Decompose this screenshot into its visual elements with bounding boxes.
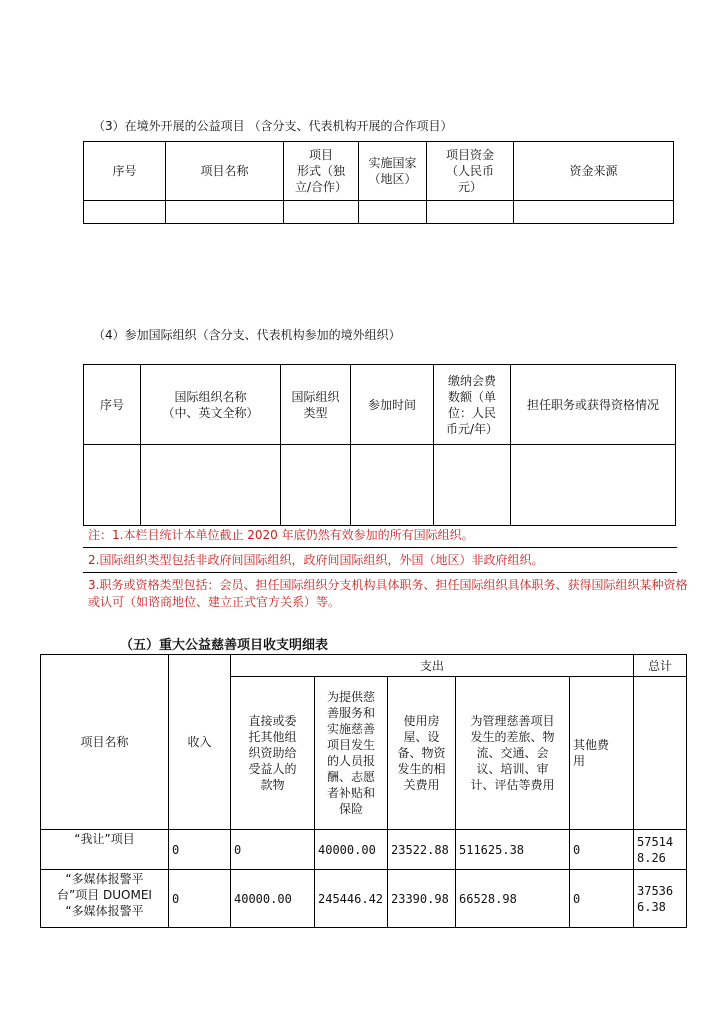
header-management: 为管理慈善项目 发生的差旅、物 流、交通、会 议、培训、审 计、评估等费用 bbox=[456, 677, 570, 830]
header-join-time: 参加时间 bbox=[351, 365, 434, 445]
header-fund-source: 资金来源 bbox=[514, 142, 674, 201]
header-personnel: 为提供慈 善服务和 实施慈善 项目发生 的人员报 酬、志愿 者补贴和 保险 bbox=[315, 677, 388, 830]
header-total: 总计 bbox=[634, 655, 687, 677]
header-expense: 支出 bbox=[231, 655, 634, 677]
header-project-name: 项目名称 bbox=[166, 142, 284, 201]
row-facilities: 23522.88 bbox=[388, 830, 456, 870]
divider bbox=[83, 547, 677, 548]
row-total: 57514 8.26 bbox=[634, 830, 687, 870]
header-fee: 缴纳会费 数额（单 位：人民 币元/年） bbox=[434, 365, 511, 445]
header-project-name: 项目名称 bbox=[41, 655, 169, 830]
section3-title: （3）在境外开展的公益项目 （含分支、代表机构开展的合作项目） bbox=[93, 119, 453, 133]
row-other: 0 bbox=[570, 830, 634, 870]
charity-expense-table bbox=[40, 654, 687, 928]
header-serial: 序号 bbox=[84, 142, 166, 201]
header-org-type: 国际组织 类型 bbox=[281, 365, 351, 445]
header-funds: 项目资金 （人民币 元） bbox=[427, 142, 514, 201]
table-cell bbox=[84, 201, 166, 224]
intl-org-table bbox=[83, 364, 676, 526]
header-country: 实施国家 （地区） bbox=[359, 142, 427, 201]
table-cell bbox=[514, 201, 674, 224]
table-cell bbox=[141, 445, 281, 526]
table-cell bbox=[427, 201, 514, 224]
table-cell bbox=[351, 445, 434, 526]
header-income: 收入 bbox=[169, 655, 231, 830]
section5-title: （五）重大公益慈善项目收支明细表 bbox=[120, 638, 329, 653]
table-cell bbox=[634, 677, 687, 830]
row-management: 66528.98 bbox=[456, 870, 570, 928]
note-3: 3.职务或资格类型包括：会员、担任国际组织分支机构具体职务、担任国际组织具体职务、获得国际组织某种资格或认可（如谘商地位、建立正式官方关系）等。 bbox=[88, 578, 688, 609]
table-cell bbox=[166, 201, 284, 224]
table-cell bbox=[281, 445, 351, 526]
note-1: 注：1.本栏目统计本单位截止 2020 年底仍然有效参加的所有国际组织。 bbox=[88, 528, 474, 542]
table-cell bbox=[84, 445, 141, 526]
header-other: 其他费 用 bbox=[570, 677, 634, 830]
row-direct-aid: 0 bbox=[231, 830, 315, 870]
header-org-name: 国际组织名称 （中、英文全称） bbox=[141, 365, 281, 445]
header-project-form: 项目 形式（独 立/合作） bbox=[284, 142, 359, 201]
table-cell bbox=[511, 445, 676, 526]
note-2: 2.国际组织类型包括非政府间国际组织，政府间国际组织，外国（地区）非政府组织。 bbox=[88, 553, 544, 567]
row-management: 511625.38 bbox=[456, 830, 570, 870]
row-income: 0 bbox=[169, 870, 231, 928]
section4-title: （4）参加国际组织（含分支、代表机构参加的境外组织） bbox=[93, 328, 401, 342]
row-personnel: 245446.42 bbox=[315, 870, 388, 928]
row-facilities: 23390.98 bbox=[388, 870, 456, 928]
row-personnel: 40000.00 bbox=[315, 830, 388, 870]
row-direct-aid: 40000.00 bbox=[231, 870, 315, 928]
row-project-name: “多媒体报警平 台”项目 DUOMEI “多媒体报警平 bbox=[41, 870, 169, 928]
table-row bbox=[41, 870, 687, 928]
header-position: 担任职务或获得资格情况 bbox=[511, 365, 676, 445]
table-cell bbox=[284, 201, 359, 224]
header-direct-aid: 直接或委 托其他组 织资助给 受益人的 款物 bbox=[231, 677, 315, 830]
row-other: 0 bbox=[570, 870, 634, 928]
overseas-projects-table bbox=[83, 141, 674, 224]
table-cell bbox=[359, 201, 427, 224]
table-cell bbox=[434, 445, 511, 526]
row-project-name: “我让”项目 bbox=[41, 830, 169, 870]
header-serial: 序号 bbox=[84, 365, 141, 445]
divider bbox=[83, 572, 677, 573]
header-facilities: 使用房 屋、设 备、物资 发生的相 关费用 bbox=[388, 677, 456, 830]
row-income: 0 bbox=[169, 830, 231, 870]
row-total: 37536 6.38 bbox=[634, 870, 687, 928]
table-row bbox=[41, 830, 687, 870]
